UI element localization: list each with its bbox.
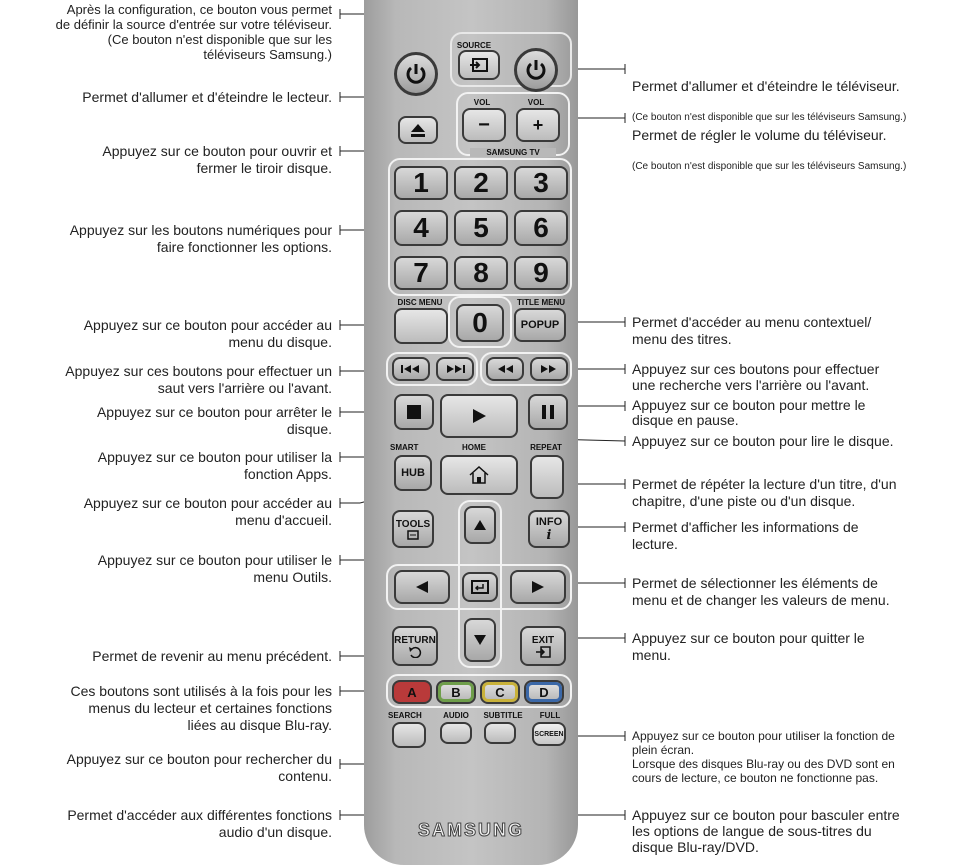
color-button-b[interactable]: B	[436, 680, 476, 704]
power-icon	[404, 62, 428, 86]
enter-icon	[471, 580, 489, 594]
annotation-pause: Appuyez sur ce bouton pour mettre le disque en pause.	[632, 397, 866, 428]
annotation-return: Permet de revenir au menu précédent.	[92, 648, 332, 664]
color-button-c[interactable]: C	[480, 680, 520, 704]
home-label: HOME	[462, 443, 486, 452]
arrow-right-icon	[531, 580, 545, 594]
repeat-label: REPEAT	[530, 443, 562, 452]
skip-back-button[interactable]	[392, 357, 430, 381]
digit-6-button[interactable]: 6	[514, 210, 568, 246]
fast-forward-button[interactable]	[530, 357, 568, 381]
return-button[interactable]	[392, 626, 438, 666]
disc-menu-button[interactable]	[394, 308, 448, 344]
rewind-button[interactable]	[486, 357, 524, 381]
home-icon	[468, 465, 490, 485]
samsung-tv-label: SAMSUNG TV	[470, 148, 556, 157]
annotation-navigation: Permet de sélectionner les éléments de menu et de changer les valeurs de menu.	[632, 575, 890, 608]
annotation-home: Appuyez sur ce bouton pour accéder au menu d'accueil.	[83, 495, 332, 528]
annotation-color-buttons: Ces boutons sont utilisés à la fois pour les menus du lecteur et certaines fonctions liées au disque Blu-ray.	[70, 683, 332, 733]
annotation-audio: Permet d'accéder aux différentes fonctions audio d'un disque.	[67, 807, 332, 840]
annotation-source: Après la configuration, ce bouton vous permet de définir la source d'entrée sur votre téléviseur. (Ce bouton n'est disponible que sur les téléviseurs Samsung.)	[55, 2, 332, 62]
annotation-tools: Appuyez sur ce bouton pour utiliser le menu Outils.	[97, 552, 332, 585]
info-label: INFO	[535, 515, 563, 528]
annotation-power-player: Permet d'allumer et d'éteindre le lecteur.	[82, 89, 332, 105]
enter-button[interactable]	[462, 572, 498, 602]
annotation-tv-volume-text: Permet de régler le volume du téléviseur.	[632, 127, 887, 143]
digit-1-button[interactable]: 1	[394, 166, 448, 200]
annotation-smart-hub: Appuyez sur ce bouton pour utiliser la fonction Apps.	[97, 449, 332, 482]
tools-button[interactable]	[392, 510, 434, 548]
exit-label: EXIT	[531, 634, 555, 646]
samsung-logo: SAMSUNG	[417, 820, 524, 840]
tv-power-button[interactable]	[514, 48, 558, 92]
volume-down-button[interactable]: −	[462, 108, 506, 142]
power-button[interactable]	[394, 52, 438, 96]
pause-button[interactable]	[528, 394, 568, 430]
digit-3-button[interactable]: 3	[514, 166, 568, 200]
annotation-stop: Appuyez sur ce bouton pour arrêter le disque.	[96, 404, 332, 437]
skip-forward-button[interactable]	[436, 357, 474, 381]
disc-menu-label: DISC MENU	[397, 298, 443, 307]
annotation-tv-volume-note: (Ce bouton n'est disponible que sur les téléviseurs Samsung.)	[632, 161, 907, 172]
digit-2-button[interactable]: 2	[454, 166, 508, 200]
title-menu-label: TITLE MENU	[517, 298, 565, 307]
annotation-eject: Appuyez sur ce bouton pour ouvrir et fermer le tiroir disque.	[102, 143, 332, 176]
stop-button[interactable]	[394, 394, 434, 430]
skip-forward-icon	[444, 364, 466, 374]
annotation-search: Appuyez sur ce bouton pour rechercher du contenu.	[66, 751, 332, 784]
full-screen-button[interactable]: SCREEN	[532, 722, 566, 746]
arrow-left-icon	[415, 580, 429, 594]
up-button[interactable]	[464, 506, 496, 544]
annotation-disc-menu: Appuyez sur ce bouton pour accéder au menu du disque.	[83, 317, 332, 350]
color-button-d[interactable]: D	[524, 680, 564, 704]
digit-4-button[interactable]: 4	[394, 210, 448, 246]
digit-9-button[interactable]: 9	[514, 256, 568, 290]
digit-5-button[interactable]: 5	[454, 210, 508, 246]
skip-back-icon	[400, 364, 422, 374]
fast-forward-icon	[540, 364, 558, 374]
play-icon	[471, 408, 487, 424]
arrow-up-icon	[473, 519, 487, 531]
exit-button[interactable]	[520, 626, 566, 666]
vol-label-left: VOL	[473, 98, 491, 107]
annotation-full-screen: Appuyez sur ce bouton pour utiliser la fonction de plein écran. Lorsque des disques Blu-ray ou des DVD sont en cours de lecture, ce bouton ne fonctionne pas.	[632, 729, 895, 785]
vol-label-right: VOL	[527, 98, 545, 107]
annotation-numbers: Appuyez sur les boutons numériques pour faire fonctionner les options.	[69, 222, 332, 255]
digit-7-button[interactable]: 7	[394, 256, 448, 290]
audio-label: AUDIO	[443, 711, 469, 720]
play-button[interactable]	[440, 394, 518, 438]
annotation-info: Permet d'afficher les informations de lecture.	[632, 519, 859, 552]
annotation-tv-volume	[632, 110, 962, 190]
annotation-tv-power-text: Permet d'allumer et d'éteindre le téléviseur.	[632, 78, 900, 94]
input-source-icon	[469, 57, 489, 73]
subtitle-label: SUBTITLE	[483, 711, 523, 720]
search-button[interactable]	[392, 722, 426, 748]
audio-button[interactable]	[440, 722, 472, 744]
digit-0-button[interactable]: 0	[456, 304, 504, 342]
search-label: SEARCH	[388, 711, 422, 720]
info-icon: i	[546, 527, 552, 543]
home-button[interactable]	[440, 455, 518, 495]
annotation-search-fwd: Appuyez sur ces boutons pour effectuer une recherche vers l'arrière ou l'avant.	[632, 361, 880, 393]
annotation-repeat: Permet de répéter la lecture d'un titre, d'un chapitre, d'une piste ou d'un disque.	[632, 476, 897, 509]
left-button[interactable]	[394, 570, 450, 604]
eject-button[interactable]	[398, 116, 438, 144]
smart-hub-button[interactable]: HUB	[394, 455, 432, 491]
down-button[interactable]	[464, 618, 496, 662]
stop-icon	[407, 405, 421, 419]
exit-icon	[535, 646, 551, 658]
tools-icon	[407, 530, 419, 540]
smart-label: SMART	[390, 443, 419, 452]
pause-icon	[541, 405, 555, 419]
subtitle-button[interactable]	[484, 722, 516, 744]
digit-8-button[interactable]: 8	[454, 256, 508, 290]
return-icon	[408, 646, 422, 658]
source-button[interactable]	[458, 50, 500, 80]
rewind-icon	[496, 364, 514, 374]
remote-control	[364, 0, 578, 865]
tools-label: TOOLS	[395, 518, 431, 530]
source-label: SOURCE	[456, 41, 492, 50]
annotation-exit: Appuyez sur ce bouton pour quitter le menu.	[632, 630, 865, 663]
color-button-a[interactable]: A	[392, 680, 432, 704]
annotation-tv-power-note: (Ce bouton n'est disponible que sur les téléviseurs Samsung.)	[632, 112, 907, 123]
volume-up-button[interactable]: +	[516, 108, 560, 142]
arrow-down-icon	[473, 634, 487, 646]
right-button[interactable]	[510, 570, 566, 604]
popup-button[interactable]: POPUP	[514, 308, 566, 342]
return-label: RETURN	[394, 634, 436, 646]
repeat-button[interactable]	[530, 455, 564, 499]
power-icon	[524, 58, 548, 82]
annotation-popup: Permet d'accéder au menu contextuel/ menu des titres.	[632, 314, 872, 347]
annotation-skip: Appuyez sur ces boutons pour effectuer un saut vers l'arrière ou l'avant.	[65, 363, 332, 396]
info-button[interactable]	[528, 510, 570, 548]
annotation-subtitle: Appuyez sur ce bouton pour basculer entre les options de langue de sous-titres du disque Blu-ray/DVD.	[632, 807, 900, 855]
full-label: FULL	[539, 711, 561, 720]
eject-icon	[410, 123, 426, 137]
annotation-play: Appuyez sur ce bouton pour lire le disque.	[632, 433, 894, 449]
